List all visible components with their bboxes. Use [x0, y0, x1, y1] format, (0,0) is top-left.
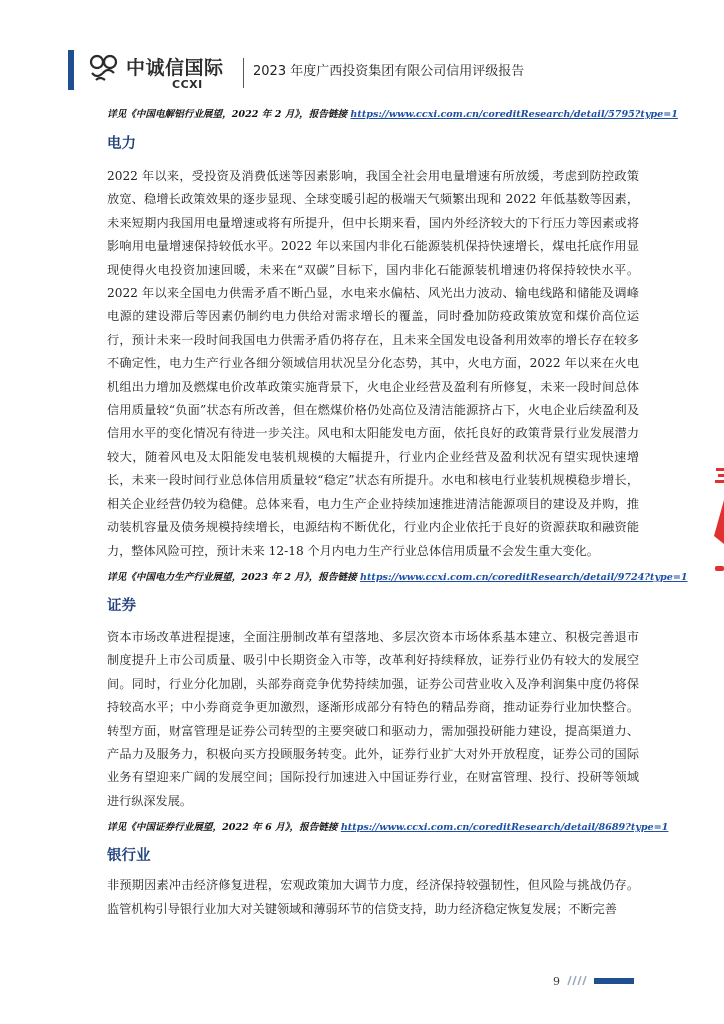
footer-accent-bar	[594, 978, 634, 984]
reference-securities	[107, 821, 669, 835]
logo-chinese-name: 中诚信国际	[126, 57, 224, 79]
report-title: 2023 年度广西投资集团有限公司信用评级报告	[253, 64, 525, 79]
logo-english-name: CCXI	[172, 78, 203, 91]
section-body-banking: 非预期因素冲击经济修复进程，宏观政策加大调节力度，经济保持较强韧性，但风险与挑战仍存。监管机构引导银行业加大对关键领域和薄弱环节的信贷支持，助力经济稳定恢复发展；不断完善	[107, 878, 639, 916]
report-content	[107, 108, 688, 921]
reference-text: 详见《中国电力生产行业展望，2023 年 2 月》，报告链接	[107, 571, 360, 583]
reference-text: 详见《中国电解铝行业展望，2022 年 2 月》，报告链接	[107, 109, 351, 120]
reference-power	[107, 571, 688, 585]
section-body-power: 2022 年以来，受投资及消费低迷等因素影响，我国全社会用电量增速有所放缓，考虑到防控政策放宽、稳增长政策效果的逐步显现、全球变暖引起的极端天气频繁出现和 2022 年低基数等因素，未来短期内我国用电量增速或将有所提升，但中长期来看，国内外经济较大的下行压力等因素或将影响用电量增速保持较低水平。2022 年以来国内非化石能源装机保持快速增长，煤电托底作用显现使得火电投资加速回暖，未来在“双碳”目标下，国内非化石能源装机增速仍将保持较快水平。2022 年以来全国电力供需矛盾不断凸显，水电来水偏枯、风光出力波动、输电线路和储能及调峰电源的建设滞后等因素仍制约电力供给对需求增长的覆盖，同时叠加防疫政策放宽和煤价高位运行，预计未来一段时间我国电力供需矛盾仍将存在，且未来全国发电设备利用效率的增长存在较多不确定性，电力生产行业各细分领域信用状况呈分化态势，其中，火电方面，2022 年以来在火电机组出力增加及燃煤电价改革政策实施背景下，火电企业经营及盈利有所修复，未来一段时间总体信用质量较“负面”状态有所改善，但在燃煤价格仍处高位及清洁能源挤占下，火电企业后续盈利及信用水平的变化情况有待进一步关注。风电和太阳能发电方面，依托良好的政策背景行业发展潜力较大，随着风电及太阳能发电装机规模的大幅提升，行业内企业经营及盈利状况有望实现快速增长，未来一段时间行业总体信用质量较“稳定”状态有所提升。水电和核电行业装机规模稳步增长，相关企业经营仍较为稳健。总体来看，电力生产企业持续加速推进清洁能源项目的建设及并购，推动装机容量及债务规模持续增长，电源结构不断优化，行业内企业依托于良好的资源获取和融资能力，整体风险可控，预计未来 12-18 个月内电力生产行业总体信用质量不会发生重大变化。	[107, 169, 639, 558]
reference-link[interactable]: https://www.ccxi.com.cn/coreditResearch/detail/9724?type=1	[360, 571, 688, 583]
reference-link[interactable]: https://www.ccxi.com.cn/coreditResearch/detail/8689?type=1	[340, 822, 669, 834]
section-heading-securities: 证券	[107, 597, 136, 614]
ccxi-logo-mark-icon	[88, 53, 122, 83]
reference-aluminum	[107, 108, 678, 122]
section-heading-power: 电力	[107, 136, 136, 152]
header-separator	[243, 58, 244, 88]
footer-stripes-icon	[566, 976, 590, 985]
reference-text: 详见《中国证券行业展望，2022 年 6 月》，报告链接	[107, 822, 341, 834]
header-accent-bar	[68, 50, 74, 90]
ccxi-logo	[88, 51, 228, 91]
section-heading-banking: 银行业	[107, 848, 151, 865]
side-stamp	[712, 462, 724, 578]
reference-link[interactable]: https://www.ccxi.com.cn/coreditResearch/detail/5795?type=1	[350, 109, 678, 120]
section-body-securities: 资本市场改革进程提速，全面注册制改革有望落地、多层次资本市场体系基本建立、积极完善退市制度提升上市公司质量、吸引中长期资金入市等，改革利好持续释放，证券行业仍有较大的发展空间。同时，行业分化加剧，头部券商竞争优势持续加强，证券公司营业收入及净利润集中度仍将保持较高水平；中小券商竞争更加激烈，逐渐形成部分有特色的精品券商，推动证券行业加快整合。转型方面，财富管理是证券公司转型的主要突破口和驱动力，需加强投研能力建设，提高渠道力、产品力及服务力，积极向买方投顾服务转变。此外，证券行业扩大对外开放程度，证券公司的国际业务有望迎来广阔的发展空间；国际投行加速进入中国证券行业，在财富管理、投行、投研等领域进行纵深发展。	[107, 629, 639, 808]
page-number: 9	[553, 975, 560, 988]
page-header	[0, 38, 724, 90]
red-stamp-fragment-icon	[712, 462, 724, 578]
